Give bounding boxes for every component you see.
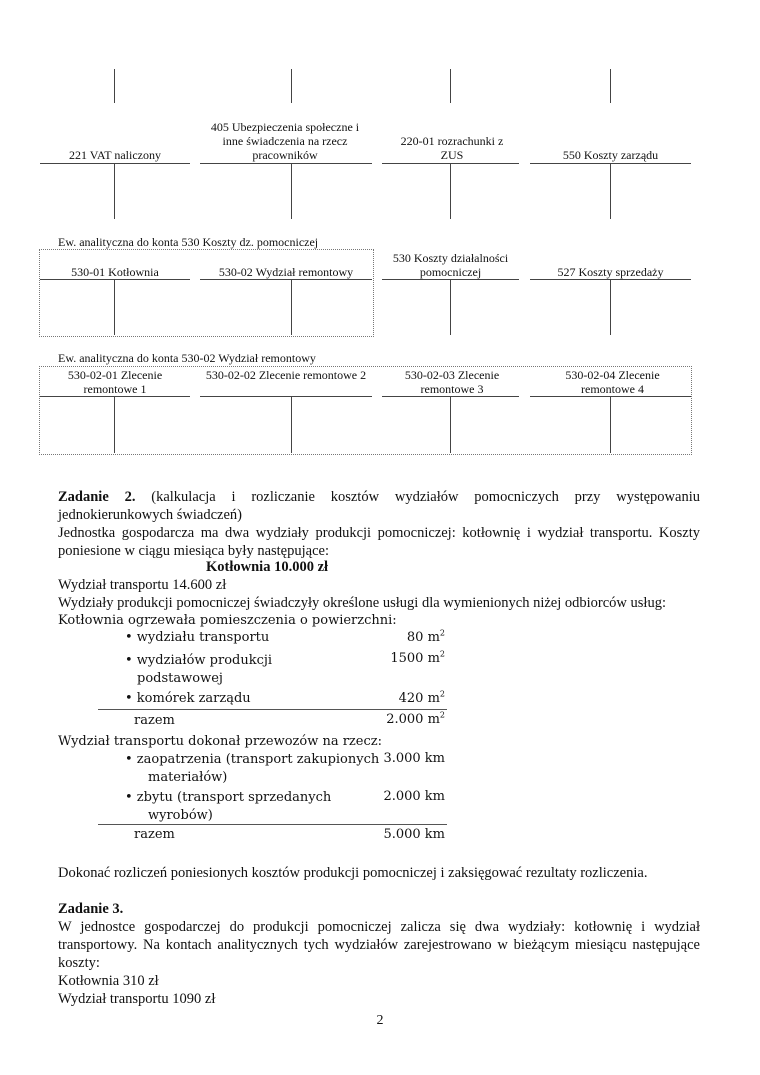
t-account-title: 221 VAT naliczony bbox=[69, 148, 161, 162]
t-account-title: 527 Koszty sprzedaży bbox=[557, 265, 664, 279]
unit-superscript: 2 bbox=[439, 689, 445, 699]
analytics-530-02-caption: Ew. analityczna do konta 530-02 Wydział remontowy bbox=[58, 351, 316, 365]
heating-item-label: • komórek zarządu bbox=[125, 691, 251, 706]
t-account-horizontal bbox=[40, 396, 190, 397]
t-account-horizontal bbox=[200, 396, 372, 397]
task2-services-intro: Wydziały produkcji pomocniczej świadczyły określone usługi dla wymienionych niżej odbiorców usług: bbox=[58, 595, 666, 611]
t-account-vertical bbox=[291, 163, 292, 219]
t-account-upper-line bbox=[114, 69, 115, 103]
transport-item-label-cont: wyrobów) bbox=[148, 808, 213, 823]
value-text: 80 m bbox=[406, 630, 440, 645]
t-account-upper-line bbox=[610, 69, 611, 103]
heating-item-label: • wydziału transportu bbox=[125, 630, 270, 645]
transport-item-label-cont: materiałów) bbox=[148, 770, 228, 785]
transport-item-value: 2.000 km bbox=[383, 789, 445, 804]
t-account-vertical bbox=[114, 163, 115, 219]
heating-item-value bbox=[335, 649, 445, 668]
unit-superscript: 2 bbox=[439, 710, 445, 720]
task3-cost-transport: Wydział transportu 1090 zł bbox=[58, 991, 216, 1007]
t-account-horizontal bbox=[200, 163, 372, 164]
t-account-title: 550 Koszty zarządu bbox=[562, 148, 659, 162]
t-account-vertical bbox=[114, 396, 115, 453]
t-account-title: 530-02-04 Zlecenie remontowe 4 bbox=[565, 368, 660, 396]
t-account-upper-line bbox=[450, 69, 451, 103]
task2-transport-intro: Wydział transportu dokonał przewozów na rzecz: bbox=[58, 734, 382, 749]
transport-total-value: 5.000 km bbox=[383, 827, 445, 842]
t-account-horizontal bbox=[200, 279, 372, 280]
t-account-title: 530-02 Wydział remontowy bbox=[218, 265, 354, 279]
t-account-title: 530-01 Kotłownia bbox=[71, 265, 159, 279]
heating-item-label: • wydziałów produkcji bbox=[125, 653, 273, 668]
t-account-vertical bbox=[450, 279, 451, 335]
t-account-horizontal bbox=[40, 163, 190, 164]
t-account-vertical bbox=[291, 396, 292, 453]
t-account-vertical bbox=[610, 279, 611, 335]
task3-intro: W jednostce gospodarczej do produkcji pomocniczej zalicza się dwa wydziały: kotłownię i wydział transportowy. Na kontach analitycznych tych wydziałów zarejestrowano w bieżącym miesiącu następujące koszty: bbox=[58, 919, 700, 971]
t-account-title: 530-02-03 Zlecenie remontowe 3 bbox=[404, 368, 500, 396]
t-account-vertical bbox=[610, 163, 611, 219]
analytics-530-box bbox=[39, 249, 374, 337]
unit-superscript: 2 bbox=[439, 649, 445, 659]
unit-superscript: 2 bbox=[439, 628, 445, 638]
t-account-title: 405 Ubezpieczenia społeczne i inne świadczenia na rzecz pracowników bbox=[210, 120, 360, 162]
t-account-vertical bbox=[610, 396, 611, 453]
heating-item-value bbox=[335, 628, 445, 647]
task3-cost-boiler: Kotłownia 310 zł bbox=[58, 973, 159, 989]
t-account-vertical bbox=[450, 163, 451, 219]
t-account-title: 530-02-01 Zlecenie remontowe 1 bbox=[67, 368, 163, 396]
page-number: 2 bbox=[376, 1013, 384, 1028]
t-account-horizontal bbox=[40, 279, 190, 280]
t-account-vertical bbox=[114, 279, 115, 335]
t-account-title: 530-02-02 Zlecenie remontowe 2 bbox=[205, 368, 367, 382]
analytics-530-caption: Ew. analityczna do konta 530 Koszty dz. pomocniczej bbox=[58, 235, 319, 249]
task2-heating-intro: Kotłownia ogrzewała pomieszczenia o powierzchni: bbox=[58, 613, 397, 628]
transport-item-label: • zbytu (transport sprzedanych bbox=[125, 790, 332, 805]
transport-item-value: 3.000 km bbox=[383, 751, 445, 766]
t-account-vertical bbox=[450, 396, 451, 453]
heating-total-label: razem bbox=[134, 713, 175, 728]
task2-cost-boiler: Kotłownia 10.000 zł bbox=[206, 559, 329, 575]
heating-total-value bbox=[335, 710, 445, 729]
task2-heading-paragraph bbox=[58, 488, 700, 524]
t-account-title: 220-01 rozrachunki z ZUS bbox=[400, 134, 504, 162]
value-text: 420 m bbox=[398, 691, 440, 706]
task2-intro: Jednostka gospodarcza ma dwa wydziały produkcji pomocniczej: kotłownię i wydział transportu. Koszty poniesione w ciągu miesiąca były następujące: bbox=[58, 525, 700, 559]
t-account-vertical bbox=[291, 279, 292, 335]
t-account-upper-line bbox=[291, 69, 292, 103]
heating-item-label-cont: podstawowej bbox=[137, 671, 223, 686]
task2-cost-transport: Wydział transportu 14.600 zł bbox=[58, 577, 227, 593]
task2-instruction: Dokonać rozliczeń poniesionych kosztów produkcji pomocniczej i zaksięgować rezultaty rozliczenia. bbox=[58, 865, 648, 881]
heating-item-value bbox=[335, 689, 445, 708]
transport-total-label: razem bbox=[134, 827, 175, 842]
t-account-title: 530 Koszty działalności pomocniczej bbox=[392, 251, 509, 279]
transport-item-label: • zaopatrzenia (transport zakupionych bbox=[125, 752, 380, 767]
task2-heading: Zadanie 2. bbox=[58, 489, 136, 505]
value-text: 1500 m bbox=[390, 651, 440, 666]
value-text: 2.000 m bbox=[386, 712, 440, 727]
task2-subtitle: (kalkulacja i rozliczanie kosztów wydziałów pomocniczych przy występowaniu jednokierunkowych świadczeń) bbox=[58, 489, 700, 523]
task3-heading: Zadanie 3. bbox=[58, 901, 124, 917]
